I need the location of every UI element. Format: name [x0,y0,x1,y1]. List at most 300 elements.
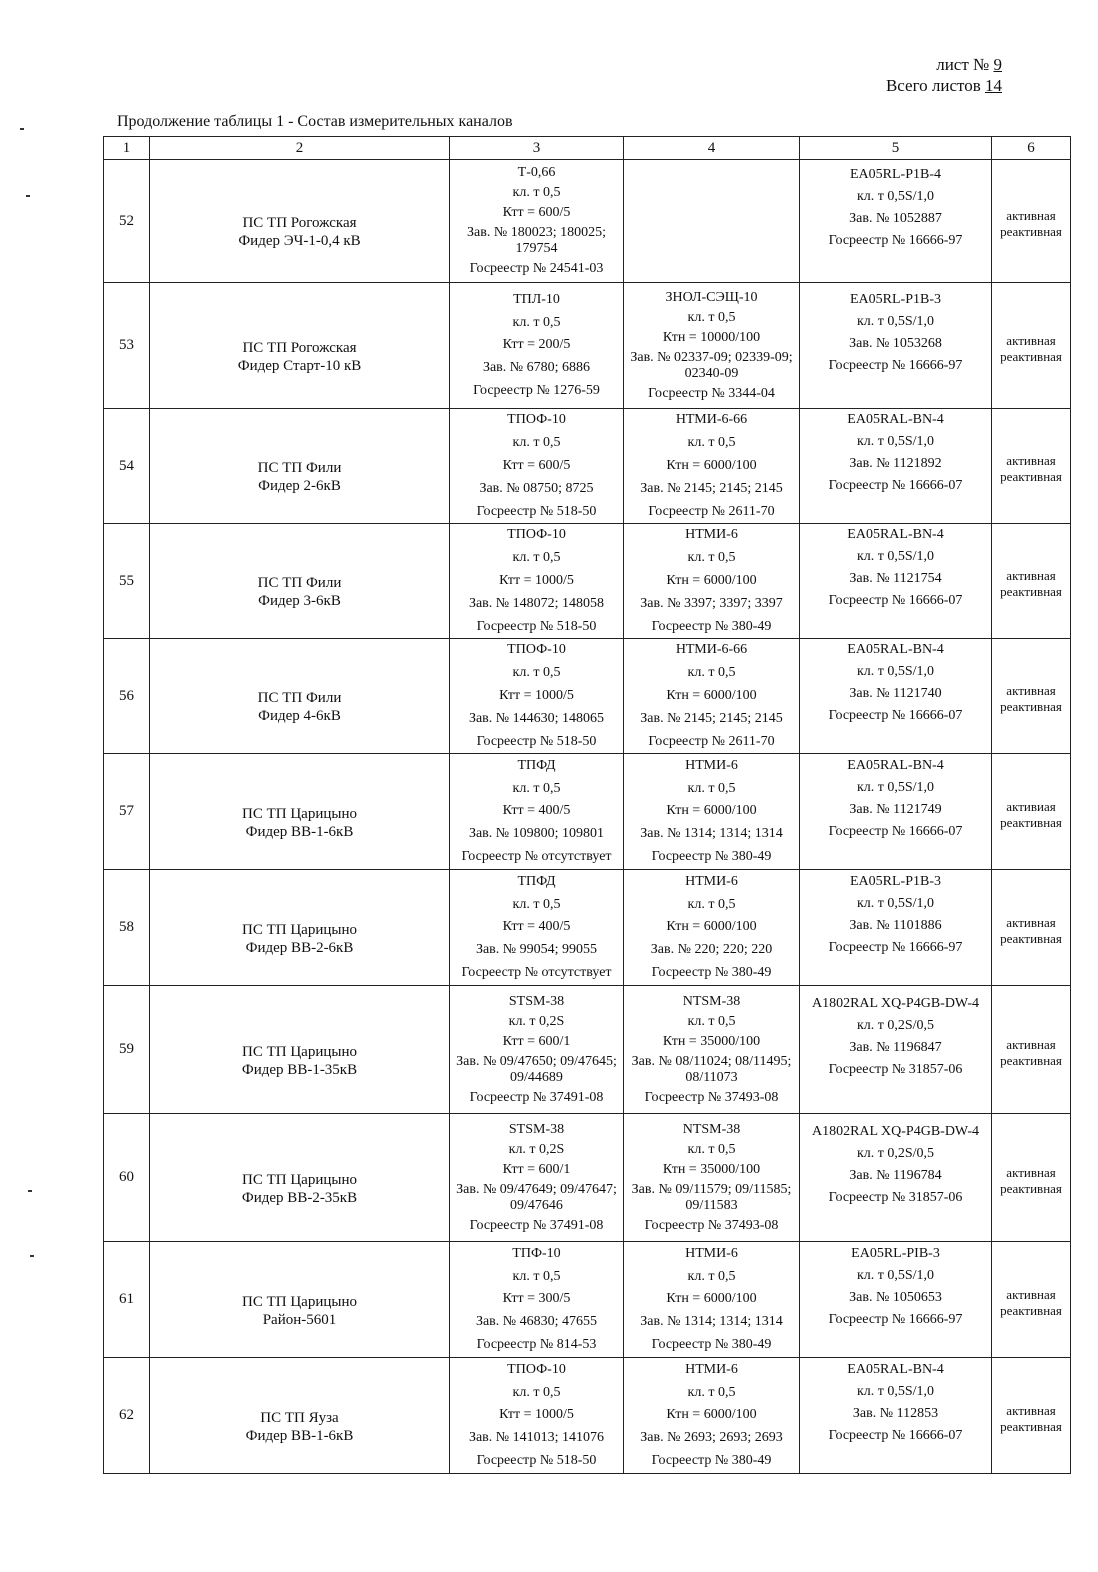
ct-line: ТПОФ-10 [507,412,566,428]
voltage-transformer-cell [624,754,800,870]
object-name-line: Фидер ВВ-2-6кВ [245,939,354,956]
meter-line: Госреестр № 16666-97 [828,939,963,955]
ct-line: Зав. № 09/47649; 09/47647; 09/47646 [456,1181,617,1213]
meter-line: Госреестр № 16666-97 [828,357,963,373]
table-row [104,524,1071,639]
meter-stack [800,409,991,523]
ct-line: Госреестр № 37491-08 [469,1217,604,1233]
meter-stack [800,289,991,403]
energy-type-line: активная [1006,914,1056,930]
meter-line: кл. т 0,5S/1,0 [856,434,935,449]
ct-line: Зав. № 180023; 180025; 179754 [467,225,606,256]
energy-type-line: реактивная [1000,224,1062,239]
vt-line: Госреестр № 2611-70 [648,503,775,519]
vt-line: Зав. № 3397; 3397; 3397 [640,595,783,611]
vt-line: НТМИ-6-66 [675,412,748,428]
meter-cell [800,986,992,1114]
vt-line: Госреестр № 37493-08 [644,1217,779,1233]
meter-stack [800,755,991,869]
object-name-cell [150,870,450,986]
channel-number: 58 [104,870,150,986]
meter-line: Зав. № 1121754 [849,571,942,586]
object-name [150,437,449,495]
total-label: Всего листов [885,76,981,95]
column-header: 1 [104,137,150,160]
object-name-line: Фидер 2-6кВ [258,478,341,494]
meter-line: кл. т 0,2S/0,5 [856,1145,935,1161]
scan-speck [26,195,30,197]
total-number: 14 [985,76,1002,95]
vt-line: Госреестр № 37493-08 [644,1089,779,1105]
vt-line: Госреестр № 380-49 [651,849,772,865]
voltage-transformer-cell [624,639,800,754]
column-header: 4 [624,137,800,160]
energy-type [992,327,1070,365]
scan-speck [30,1255,34,1257]
energy-type [992,677,1070,715]
meter-cell [800,1114,992,1242]
meter-line: A1802RAL XQ-P4GB-DW-4 [811,995,980,1011]
meter-line: Госреестр № 16666-07 [828,478,963,493]
table-row [104,986,1071,1114]
ct-line: Ктт = 1000/5 [499,687,574,703]
meter-line: EA05RAL-BN-4 [847,1361,944,1377]
ct-line: ТПФ-10 [512,1245,561,1261]
vt-line: Госреестр № 380-49 [651,965,772,981]
total-sheets-line [886,75,1002,96]
energy-type [992,447,1070,485]
meter-line: EA05RL-PIB-3 [851,1245,940,1261]
ct-line: кл. т 0,5 [512,780,561,796]
vt-line: Ктн = 10000/100 [662,329,761,345]
energy-type-line: реактивная [1000,930,1062,946]
current-transformer-stack [450,1120,623,1236]
vt-line: Зав. № 09/11579; 09/11585; 09/11583 [631,1181,792,1213]
table-row [104,870,1071,986]
vt-line: Ктн = 6000/100 [666,919,757,935]
voltage-transformer-cell [624,1114,800,1242]
meter-stack [800,1359,991,1473]
vt-line: Госреестр № 380-49 [651,1453,772,1469]
object-name-line: ПС ТП Рогожская [242,215,357,231]
vt-line: Зав. № 08/11024; 08/11495; 08/11073 [631,1053,792,1085]
ct-line: Ктт = 600/1 [502,1033,571,1049]
channel-number: 61 [104,1242,150,1358]
vt-line: кл. т 0,5 [687,665,736,681]
object-name [150,783,449,841]
channel-number: 56 [104,639,150,754]
meter-line: Госреестр № 16666-97 [828,233,963,248]
meter-stack [800,871,991,985]
ct-line: кл. т 0,5 [512,314,561,330]
meter-cell [800,639,992,754]
object-name-cell [150,639,450,754]
object-name [150,1387,449,1445]
column-header: 3 [450,137,624,160]
energy-type [992,562,1070,600]
ct-line: Зав. № 09/47650; 09/47645; 09/44689 [456,1053,617,1085]
energy-type-cell [992,524,1071,639]
current-transformer-stack [450,524,623,638]
meter-line: Госреестр № 16666-97 [828,1311,963,1327]
scan-speck [28,1190,32,1192]
meter-line: EA05RAL-BN-4 [847,527,944,542]
table-row [104,1242,1071,1358]
ct-line: ТПОФ-10 [507,1361,566,1377]
object-name [150,552,449,610]
ct-line: Ктт = 600/5 [502,457,571,473]
vt-line: НТМИ-6 [685,1245,738,1261]
table-row [104,283,1071,409]
object-name-cell [150,160,450,283]
meter-line: Зав. № 1196784 [849,1167,942,1183]
energy-type-cell [992,754,1071,870]
energy-type [992,909,1070,947]
current-transformer-stack [450,1359,623,1473]
vt-line: Госреестр № 380-49 [651,618,772,634]
channel-number: 59 [104,986,150,1114]
column-header: 5 [800,137,992,160]
energy-type-line: реактивная [1000,1052,1062,1068]
object-name [150,317,449,375]
ct-line: Ктт = 600/1 [502,1161,571,1177]
column-header: 6 [992,137,1071,160]
object-name-cell [150,409,450,524]
meter-line: Госреестр № 16666-07 [828,823,963,839]
object-name-line: Фидер ВВ-1-6кВ [245,823,354,840]
ct-line: STSM-38 [508,993,565,1009]
object-name-line: Фидер 3-6кВ [258,593,341,609]
voltage-transformer-cell [624,986,800,1114]
vt-line: Ктн = 6000/100 [666,803,757,819]
object-name [150,1021,449,1079]
energy-type-cell [992,283,1071,409]
meter-line: кл. т 0,5S/1,0 [856,1267,935,1283]
meter-cell [800,870,992,986]
channel-number: 57 [104,754,150,870]
ct-line: Госреестр № 518-50 [476,1453,597,1469]
ct-line: ТПЛ-10 [513,291,560,307]
ct-line: ТПОФ-10 [507,642,566,658]
vt-line: Госреестр № 3344-04 [648,385,775,401]
vt-line: NTSM-38 [682,993,741,1009]
vt-line: кл. т 0,5 [687,780,736,796]
object-name-line: ПС ТП Царицыно [242,921,357,938]
energy-type-line: активная [1006,683,1056,698]
ct-line: кл. т 0,5 [512,550,561,566]
meter-line: кл. т 0,5S/1,0 [856,189,935,204]
vt-line: Ктн = 6000/100 [666,687,757,703]
object-name-line: Район-5601 [262,1311,337,1328]
ct-line: Зав. № 6780; 6886 [482,360,591,376]
meter-cell [800,1242,992,1358]
object-name-cell [150,754,450,870]
energy-type-line: активная [1006,208,1056,223]
channel-number: 53 [104,283,150,409]
meter-line: Зав. № 1053268 [849,335,942,351]
energy-type-line: активиая [1006,798,1056,814]
channel-number: 55 [104,524,150,639]
current-transformer-cell [450,1358,624,1474]
ct-line: кл. т 0,5 [512,435,561,451]
voltage-transformer-stack [624,639,799,753]
meter-line: Зав. № 1121892 [849,456,942,471]
table-row [104,409,1071,524]
table-row [104,1358,1071,1474]
table-caption: Продолжение таблицы 1 - Состав измерительных каналов [117,113,513,130]
ct-line: Госреестр № 518-50 [476,503,597,519]
energy-type-line: реактивная [1000,699,1062,714]
ct-line: Зав. № 144630; 148065 [468,710,605,726]
ct-line: ТПФД [517,873,556,889]
column-number-row [104,137,1071,160]
object-name-line: Фидер ВВ-1-6кВ [245,1427,354,1444]
voltage-transformer-stack [624,288,799,404]
vt-line: НТМИ-6-66 [675,642,748,658]
vt-line: кл. т 0,5 [687,1268,736,1284]
current-transformer-stack [450,289,623,403]
object-name-line: ПС ТП Фили [257,575,342,591]
current-transformer-cell [450,986,624,1114]
meter-line: Госреестр № 16666-07 [828,593,963,608]
ct-line: Ктт = 400/5 [502,803,571,819]
meter-line: Зав. № 1101886 [849,917,942,933]
meter-stack [800,524,991,638]
ct-line: Ктт = 200/5 [502,337,571,353]
sheet-number: 9 [993,55,1002,74]
current-transformer-cell [450,1114,624,1242]
current-transformer-cell [450,754,624,870]
vt-line: Зав. № 1314; 1314; 1314 [640,826,783,842]
object-name-cell [150,1358,450,1474]
table-row [104,1114,1071,1242]
current-transformer-cell [450,870,624,986]
table-row [104,160,1071,283]
meter-line: кл. т 0,5S/1,0 [856,313,935,329]
voltage-transformer-stack [624,409,799,523]
current-transformer-cell [450,283,624,409]
voltage-transformer-stack [624,1359,799,1473]
vt-line: кл. т 0,5 [687,1013,736,1029]
object-name-line: ПС ТП Царицыно [242,1293,357,1310]
vt-line: Ктн = 6000/100 [666,457,757,473]
meter-line: EA05RAL-BN-4 [847,642,944,657]
vt-line: Ктн = 6000/100 [666,1407,757,1423]
voltage-transformer-stack [624,992,799,1108]
meter-line: Зав. № 112853 [852,1405,939,1421]
ct-line: Зав. № 08750; 8725 [479,480,594,496]
voltage-transformer-cell [624,1242,800,1358]
current-transformer-stack [450,755,623,869]
channel-number: 60 [104,1114,150,1242]
energy-type-line: реактивная [1000,814,1062,830]
ct-line: Т-0,66 [517,165,556,180]
energy-type-cell [992,1358,1071,1474]
energy-type [992,1397,1070,1435]
ct-line: Госреестр № 1276-59 [473,383,600,399]
voltage-transformer-cell [624,283,800,409]
voltage-transformer-cell [624,870,800,986]
object-name [150,1149,449,1207]
energy-type [992,202,1070,240]
energy-type-line: активная [1006,1036,1056,1052]
voltage-transformer-cell [624,409,800,524]
energy-type-line: активная [1006,1164,1056,1180]
ct-line: Зав. № 99054; 99055 [475,942,598,958]
meter-stack [800,1121,991,1235]
meter-line: A1802RAL XQ-P4GB-DW-4 [811,1123,980,1139]
energy-type-line: активная [1006,1402,1056,1418]
sheet-number-line [886,54,1002,75]
meter-stack [800,164,991,278]
energy-type [992,1281,1070,1319]
object-name-cell [150,1242,450,1358]
table-row [104,754,1071,870]
energy-type [992,1159,1070,1197]
ct-line: кл. т 0,5 [512,1384,561,1400]
table-row [104,639,1071,754]
ct-line: Зав. № 141013; 141076 [468,1430,605,1446]
object-name-cell [150,1114,450,1242]
vt-line: ЗНОЛ-СЭЩ-10 [665,289,758,305]
meter-line: кл. т 0,5S/1,0 [856,895,935,911]
table-body [104,160,1071,1474]
meter-line: EA05RL-P1B-3 [850,291,941,307]
meter-line: EA05RAL-BN-4 [847,757,944,773]
ct-line: кл. т 0,5 [512,896,561,912]
voltage-transformer-cell [624,1358,800,1474]
meter-stack [800,1243,991,1357]
energy-type-line: активная [1006,1286,1056,1302]
vt-line: Ктн = 35000/100 [662,1033,761,1049]
current-transformer-cell [450,639,624,754]
vt-line: Зав. № 2693; 2693; 2693 [640,1430,783,1446]
object-name-line: Фидер ВВ-1-35кВ [241,1061,358,1078]
ct-line: Ктт = 1000/5 [499,1407,574,1423]
object-name-line: ПС ТП Царицыно [242,1171,357,1188]
object-name-line: ПС ТП Яуза [260,1409,339,1426]
ct-line: Госреестр № 814-53 [476,1337,597,1353]
meter-line: Госреестр № 16666-07 [828,708,963,723]
meter-cell [800,409,992,524]
vt-line: Зав. № 2145; 2145; 2145 [640,710,783,726]
vt-line: НТМИ-6 [685,757,738,773]
current-transformer-stack [450,163,623,279]
meter-line: Зав. № 1052887 [849,211,942,226]
ct-line: кл. т 0,5 [512,1268,561,1284]
energy-type-line: реактивная [1000,1418,1062,1434]
energy-type-cell [992,986,1071,1114]
energy-type-line: активная [1006,332,1056,348]
vt-line: кл. т 0,5 [687,435,736,451]
voltage-transformer-stack [624,871,799,985]
ct-line: Госреестр № 518-50 [476,733,597,749]
ct-line: Зав. № 109800; 109801 [468,826,605,842]
object-name-line: ПС ТП Рогожская [242,339,357,356]
meter-cell [800,754,992,870]
vt-line: Зав. № 2145; 2145; 2145 [640,480,783,496]
ct-line: Госреестр № отсутствует [461,849,612,865]
meter-cell [800,1358,992,1474]
energy-type-line: активная [1006,453,1056,468]
vt-line: Госреестр № 2611-70 [648,733,775,749]
ct-line: кл. т 0,2S [508,1013,565,1029]
current-transformer-stack [450,871,623,985]
energy-type [992,793,1070,831]
object-name [150,667,449,725]
ct-line: Госреестр № 24541-03 [469,261,604,276]
vt-line: Зав. № 1314; 1314; 1314 [640,1314,783,1330]
voltage-transformer-cell [624,160,800,283]
ct-line: Госреестр № отсутствует [461,965,612,981]
energy-type-cell [992,160,1071,283]
current-transformer-stack [450,992,623,1108]
measurement-channels-table [103,136,1071,1474]
energy-type [992,1031,1070,1069]
current-transformer-stack [450,1243,623,1357]
meter-line: EA05RL-P1B-3 [850,873,941,889]
energy-type-cell [992,1114,1071,1242]
meter-line: Зав. № 1196847 [849,1039,942,1055]
energy-type-line: реактивная [1000,1180,1062,1196]
meter-line: кл. т 0,5S/1,0 [856,664,935,679]
channel-number: 54 [104,409,150,524]
meter-line: Зав. № 1121749 [849,801,942,817]
energy-type-cell [992,409,1071,524]
ct-line: Зав. № 148072; 148058 [468,595,605,611]
energy-type-line: реактивная [1000,1302,1062,1318]
vt-line: НТМИ-6 [685,873,738,889]
ct-line: ТПОФ-10 [507,527,566,543]
vt-line: Зав. № 02337-09; 02339-09; 02340-09 [630,349,793,381]
object-name-cell [150,524,450,639]
object-name-line: Фидер ВВ-2-35кВ [241,1189,358,1206]
current-transformer-cell [450,1242,624,1358]
meter-line: Госреестр № 31857-06 [828,1061,963,1077]
meter-cell [800,283,992,409]
energy-type-cell [992,639,1071,754]
vt-line: Зав. № 220; 220; 220 [650,942,773,958]
meter-line: Зав. № 1050653 [849,1289,942,1305]
voltage-transformer-stack [624,1120,799,1236]
meter-line: кл. т 0,2S/0,5 [856,1017,935,1033]
meter-line: Госреестр № 16666-07 [828,1427,963,1443]
column-header: 2 [150,137,450,160]
object-name-line: ПС ТП Царицыно [242,1043,357,1060]
vt-line: кл. т 0,5 [687,1384,736,1400]
energy-type-cell [992,1242,1071,1358]
current-transformer-cell [450,524,624,639]
energy-type-cell [992,870,1071,986]
ct-line: Ктт = 300/5 [502,1291,571,1307]
meter-line: Госреестр № 31857-06 [828,1189,963,1205]
vt-line: кл. т 0,5 [687,309,736,325]
voltage-transformer-stack [624,1243,799,1357]
object-name-line: ПС ТП Царицыно [242,805,357,822]
current-transformer-stack [450,639,623,753]
meter-stack [800,993,991,1107]
ct-line: кл. т 0,2S [508,1141,565,1157]
ct-line: Госреестр № 518-50 [476,618,597,634]
ct-line: Ктт = 600/5 [502,205,571,220]
ct-line: Ктт = 400/5 [502,919,571,935]
sheet-info [886,54,1002,96]
ct-line: кл. т 0,5 [512,665,561,681]
vt-line: кл. т 0,5 [687,1141,736,1157]
current-transformer-cell [450,409,624,524]
vt-line: Госреестр № 380-49 [651,1337,772,1353]
voltage-transformer-stack [624,524,799,638]
